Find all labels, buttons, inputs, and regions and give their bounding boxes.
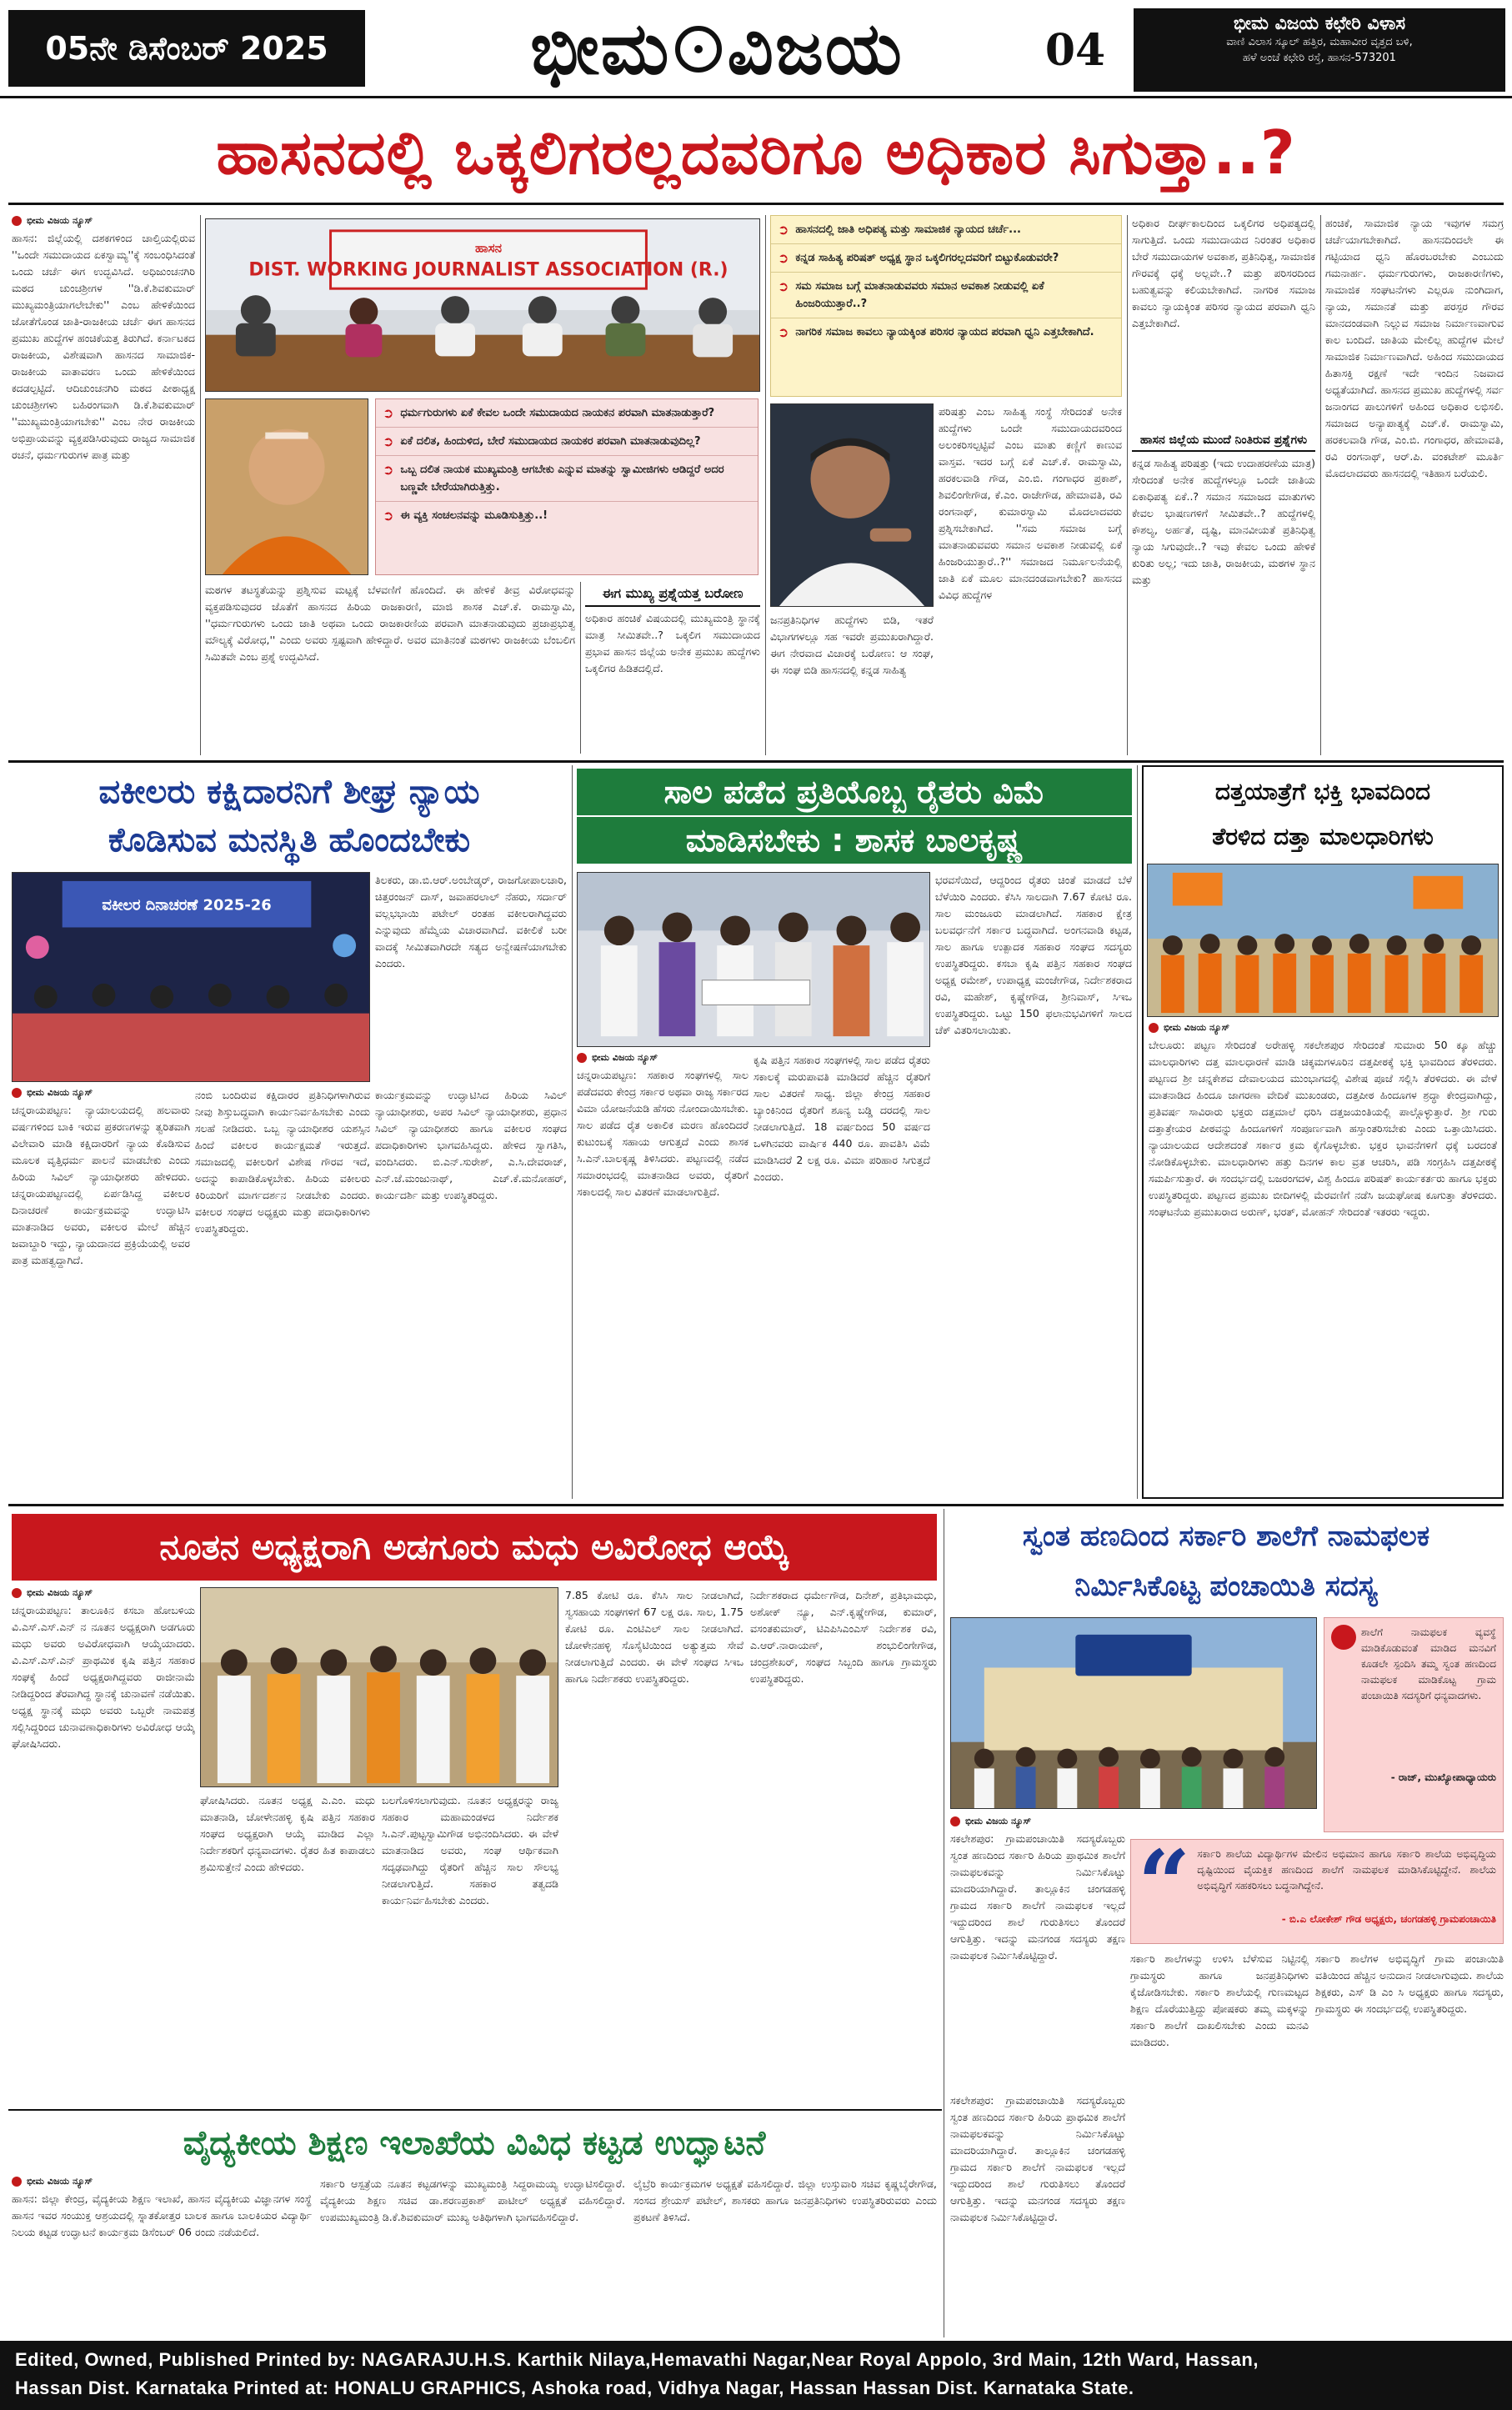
highlight-item: ➲ ಹಾಸನದಲ್ಲಿ ಜಾತಿ ಅಧಿಪತ್ಯ ಮತ್ತು ಸಾಮಾಜಿಕ ನ್ಯಾಯದ ಚರ್ಚೆ...	[771, 216, 1121, 244]
byline: ಭೀಮ ವಿಜಯ ನ್ಯೂಸ್	[577, 1052, 748, 1064]
madhu-headline: ನೂತನ ಅಧ್ಯಕ್ಷರಾಗಿ ಅಡಗೂರು ಮಧು ಅವಿರೋಧ ಆಯ್ಕೆ	[12, 1514, 937, 1581]
main-col-5b-text: ಕನ್ನಡ ಸಾಹಿತ್ಯ ಪರಿಷತ್ತು (ಇದು ಉದಾಹರಣೆಯ ಮಾತ್ರ) ಸೇರಿದಂತೆ ಅನೇಕ ಹುದ್ದೆಗಳಲ್ಲೂ ಒಂದೇ ಜಾತಿಯ ಏಕಾಧಿಪತ್ಯ ಏಕೆ..? ಸಮಾನ ಸಮಾಜದ ಮಾತುಗಳು ಕೇವಲ ಭಾಷಣಗಳಿಗೆ ಸೀಮಿತವೇ..? ಹುದ್ದೆಗಳಲ್ಲಿ ಕೌಶಲ್ಯ, ಅರ್ಹತೆ, ದೃಷ್ಟಿ, ಮಾನವೀಯತೆ ಪ್ರತಿನಿಧಿತ್ವ ನ್ಯಾಯ ಸಿಗುವುದೇ..? ಇವು ಕೇವಲ ಒಂದು ಹೇಳಿಕೆ ಕುರಿತು ಅಲ್ಲ; ಇದು ಜಾತಿ, ರಾಜಕೀಯ, ಮಠಗಳ ಸ್ಥಾನ ಮತ್ತು	[1132, 457, 1315, 586]
highlight-item: ➲ ಕನ್ನಡ ಸಾಹಿತ್ಯ ಪರಿಷತ್ ಅಧ್ಯಕ್ಷ ಸ್ಥಾನ ಒಕ್ಕಲಿಗರಲ್ಲದವರಿಗೆ ಬಿಟ್ಟುಕೊಡುವರೇ?	[771, 244, 1121, 273]
question-item: ➲ ಒಬ್ಬ ದಲಿತ ನಾಯಕ ಮುಖ್ಯಮಂತ್ರಿ ಆಗಬೇಕು ಎನ್ನುವ ಮಾತನ್ನು ಸ್ವಾಮೀಜಿಗಳು ಆಡಿದ್ದರೆ ಅದರ ಬಣ್ಣವೇ ಬೇರೆಯಾಗಿರುತ್ತಿತ್ತು.	[376, 456, 758, 502]
byline: ಭೀಮ ವಿಜಯ ನ್ಯೂಸ್	[12, 1087, 190, 1099]
medical-headline: ವೈದ್ಯಕೀಯ ಶಿಕ್ಷಣ ಇಲಾಖೆಯ ವಿವಿಧ ಕಟ್ಟಡ ಉದ್ಘಾಟನೆ	[183, 2124, 766, 2162]
office-address-box	[1134, 8, 1505, 92]
byline-dot-icon	[950, 1816, 960, 1826]
section-subhead: ಈಗ ಮುಖ್ಯ ಪ್ರಶ್ನೆಯತ್ತ ಬರೋಣ	[585, 582, 760, 607]
brand-left: ಭೀಮ	[530, 6, 671, 91]
loan-col-b-text: ಕೃಷಿ ಪತ್ತಿನ ಸಹಕಾರ ಸಂಘಗಳಲ್ಲಿ ಸಾಲ ಪಡೆದ ರೈತರು ಸಕಾಲಕ್ಕೆ ಮರುಪಾವತಿ ಮಾಡಿದರೆ ಹೆಚ್ಚಿನ ರೈತರಿಗೆ ಸಾಲ ವಿತರಣೆ ಸಾಧ್ಯ. ಜಿಲ್ಲಾ ಕೇಂದ್ರ ಸಹಕಾರ ಬ್ಯಾಂಕಿನಿಂದ ರೈತರಿಗೆ ಶೂನ್ಯ ಬಡ್ಡಿ ದರದಲ್ಲಿ ಸಾಲ ನೀಡಲಾಗುತ್ತಿದೆ. 18 ವರ್ಷದಿಂದ 50 ವರ್ಷದ ಒಳಗಿನವರು ವಾರ್ಷಿಕ 440 ರೂ. ಪಾವತಿಸಿ ವಿಮೆ ಮಾಡಿಸಿದರೆ 2 ಲಕ್ಷ ರೂ. ವಿಮಾ ಪರಿಹಾರ ಸಿಗುತ್ತದೆ ಎಂದರು.	[753, 1054, 930, 1183]
imprint-line-2: Hassan Dist. Karnataka Printed at: HONALU GRAPHICS, Ashoka road, Vidhya Nagar, Hassan Hassan Dist. Karnataka State.	[15, 2377, 1134, 2398]
panchayat-headline-1: ಸ್ವಂತ ಹಣದಿಂದ ಸರ್ಕಾರಿ ಶಾಲೆಗೆ ನಾಮಫಲಕ	[1022, 1520, 1430, 1553]
headmaster-quote-author: - ರಾಜ್, ಮುಖ್ಯೋಪಾಧ್ಯಾಯರು	[1390, 1771, 1496, 1783]
datta-headline-1: ದತ್ತಯಾತ್ರೆಗೆ ಭಕ್ತಿ ಭಾವದಿಂದ	[1214, 778, 1431, 805]
lawyers-col-a-text: ಚನ್ನರಾಯಪಟ್ಟಣ: ನ್ಯಾಯಾಲಯದಲ್ಲಿ ಹಲವಾರು ವರ್ಷಗಳಿಂದ ಬಾಕಿ ಇರುವ ಪ್ರಕರಣಗಳನ್ನು ತ್ವರಿತವಾಗಿ ವಿಲೇವಾರಿ ಮಾಡಿ ಕಕ್ಷಿದಾರರಿಗೆ ನ್ಯಾಯ ಕೊಡಿಸುವ ಮೂಲಕ ವೃತ್ತಿಧರ್ಮ ಪಾಲನೆ ಮಾಡಬೇಕು ಎಂದು ಹಿರಿಯ ಸಿವಿಲ್ ನ್ಯಾಯಾಧೀಶರು ಹೇಳಿದರು. ಚನ್ನರಾಯಪಟ್ಟಣದಲ್ಲಿ ಏರ್ಪಡಿಸಿದ್ದ ವಕೀಲರ ದಿನಾಚರಣೆ ಕಾರ್ಯಕ್ರಮವನ್ನು ಉದ್ಘಾಟಿಸಿ ಮಾತನಾಡಿದ ಅವರು, ವಕೀಲರ ಮೇಲೆ ಹೆಚ್ಚಿನ ಜವಾಬ್ದಾರಿ ಇದ್ದು, ನ್ಯಾಯದಾನದ ಪ್ರಕ್ರಿಯೆಯಲ್ಲಿ ಅವರ ಪಾತ್ರ ಮಹತ್ವದ್ದಾಗಿದೆ.	[12, 1104, 190, 1266]
president-quote-box	[1130, 1830, 1504, 1944]
madhu-col-c-text: ಬಲಗೊಳಿಸಲಾಗುವುದು. ನೂತನ ಅಧ್ಯಕ್ಷರನ್ನು ರಾಜ್ಯ ಸಹಕಾರ ಮಹಾಮಂಡಳದ ನಿರ್ದೇಶಕ ಸಿ.ಎನ್.ಪುಟ್ಟಸ್ವಾಮಿಗೌಡ ಅಭಿನಂದಿಸಿದರು. ಈ ವೇಳೆ ಮಾತನಾಡಿದ ಅವರು, ಸಂಘ ಆರ್ಥಿಕವಾಗಿ ಸದೃಢವಾಗಿದ್ದು ರೈತರಿಗೆ ಹೆಚ್ಚಿನ ಸಾಲ ಸೌಲಭ್ಯ ನೀಡಲಾಗುತ್ತಿದೆ. ಸಹಕಾರ ತತ್ವದಡಿ ಕಾರ್ಯನಿರ್ವಹಿಸಬೇಕು ಎಂದರು.	[382, 1794, 558, 1906]
lawyers-col-a	[12, 1087, 190, 1496]
newspaper-logo	[392, 3, 1042, 95]
svg-text:DIST. WORKING JOURNALIST ASSOC: DIST. WORKING JOURNALIST ASSOCIATION (R.)	[248, 259, 728, 281]
byline-dot-icon	[12, 1088, 22, 1098]
school-nameboard-photo	[950, 1617, 1317, 1809]
main-col-6-text: ಹಂಚಿಕೆ, ಸಾಮಾಜಿಕ ನ್ಯಾಯ ಇವುಗಳ ಸಮಗ್ರ ಚರ್ಚೆಯಾಗಬೇಕಾಗಿದೆ. ಹಾಸನದಿಂದಲೇ ಈ ಗಟ್ಟಿಯಾದ ಧ್ವನಿ ಹೊರಬರಬೇಕು ಎಂಬುದು ಗಮನಾರ್ಹ. ಧರ್ಮಗುರುಗಳು, ರಾಜಕಾರಣಿಗಳು, ಸಾಮಾಜಿಕ ಸಂಘಟನೆಗಳು ಎಲ್ಲರೂ ನುಂಗಿದಾಗ, ನ್ಯಾಯ, ಸಮಾನತೆ ಮತ್ತು ಪರಸ್ಪರ ಗೌರವ ಮಾನದಂಡವಾಗಿ ನಿಲ್ಲುವ ಸಮಾಜ ನಿರ್ಮಾಣವಾಗುವ ಕಾಲ ಬಂದಿದೆ. ಜಾತಿಯ ಮೇಲಿಲ್ಲ ಹುದ್ದೆಗಳ ಮೇಲೆ ಸಾಮಾಜಿಕ ನಿರ್ಮಾಣವಾಗಿದೆ. ಅಹಿಂದ ಸಮುದಾಯದ ಹಿತಾಸಕ್ತಿ ರಕ್ಷಣೆ ಇದೇ ಇಂದಿನ ನಿಜವಾದ ಅಧ್ಯತೆಯಾಗಿದೆ. ಹಾಸನದ ಪ್ರಮುಖ ಹುದ್ದೆಗಳಲ್ಲಿ ಸರ್ವ ಜನಾಂಗದ ಪಾಲುಗಳಿಗೆ ಅಹಿಂದ ಅಧಿಕಾರ ಲಭಿಸಲಿ. ಸಮಾಜದ ಅನ್ಯಾಪಾತ್ಯಕ್ಕೆ ಎಚ್.ಕೆ. ರಾಮಸ್ವಾಮಿ, ಹರಕಲವಾಡಿ ಗೌಡ, ಎಂ.ಬಿ. ಗಂಗಾಧರ, ಹೇಮಾವತಿ, ರವಿ ರಂಗನಾಥ್, ಆರ್.ಪಿ. ವಂಕಟೇಶ್ ಮೂರ್ತಿ ಮೊದಲಾದವರು ಹಾಸನದಲ್ಲಿ ಇತಿಹಾಸ ಬರೆಯಲಿ.	[1325, 217, 1504, 479]
main-col-5	[1132, 215, 1315, 755]
imprint-line-1: Edited, Owned, Published Printed by: NAGARAJU.H.S. Karthik Nilaya,Hemavathi Nagar,Near Royal Appolo, 3rd Main, 12th Ward, Hassan,	[15, 2349, 1259, 2370]
main-col-2-text: ಮಠಗಳ ತಟಸ್ಥತೆಯನ್ನು ಪ್ರಶ್ನಿಸುವ ಮಟ್ಟಕ್ಕೆ ಬೆಳವಣಿಗೆ ಹೊಂದಿದೆ. ಈ ಹೇಳಿಕೆ ತೀವ್ರ ವಿರೋಧವನ್ನು ವ್ಯಕ್ತಪಡಿಸುವುದರ ಜೊತೆಗೆ ಹಾಸನದ ಹಿರಿಯ ರಾಜಕಾರಣಿ, ಮಾಜಿ ಶಾಸಕ ಎಚ್.ಕೆ. ರಾಮಸ್ವಾಮಿ, ''ಧರ್ಮಗುರುಗಳು ಒಂದು ಜಾತಿ ಅಥವಾ ಒಂದು ರಾಜಕಾರಣಿಯ ಪರವಾಗಿ ಮಾತನಾಡುವುದು ಪ್ರಜಾಪ್ರಭುತ್ವ ಮೌಲ್ಯಕ್ಕೆ ವಿರೋಧ,'' ಎಂದು ಅವರು ಸ್ಪಷ್ಟವಾಗಿ ಹೇಳಿದ್ದಾರೆ. ಅವರ ಮಾತಿನಂತೆ ಮಠಗಳು ರಾಜಕೀಯ ಬೆಂಬಲಿಗ ಸಿಮಿತವೇ ಎಂಬ ಪ್ರಶ್ನೆ ಉದ್ಭವಿಸಿದೆ.	[205, 584, 575, 663]
medical-col-a	[12, 2176, 312, 2334]
main-col-3	[585, 582, 760, 754]
page-number: 04	[1044, 24, 1106, 76]
panchayat-col-c-text: ಸರ್ಕಾರಿ ಶಾಲೆಗಳ ಅಭಿವೃದ್ಧಿಗೆ ಗ್ರಾಮ ಪಂಚಾಯಿತಿ ವತಿಯಿಂದ ಹೆಚ್ಚಿನ ಅನುದಾನ ನೀಡಲಾಗುವುದು. ಶಾಲೆಯ ಶಿಕ್ಷಕರು, ಎಸ್ ಡಿ ಎಂ ಸಿ ಅಧ್ಯಕ್ಷರು ಹಾಗೂ ಸದಸ್ಯರು, ಗ್ರಾಮಸ್ಥರು ಈ ಸಂದರ್ಭದಲ್ಲಿ ಉಪಸ್ಥಿತರಿದ್ದರು.	[1315, 1952, 1504, 2015]
quote-circle-icon	[1331, 1625, 1356, 1650]
main-headline: ಹಾಸನದಲ್ಲಿ ಒಕ್ಕಲಿಗರಲ್ಲದವರಿಗೂ ಅಧಿಕಾರ ಸಿಗುತ್ತಾ..?	[8, 103, 1504, 205]
section-subhead: ಹಾಸನ ಜಿಲ್ಲೆಯ ಮುಂದೆ ನಿಂತಿರುವ ಪ್ರಶ್ನೆಗಳು	[1132, 430, 1315, 452]
byline: ಭೀಮ ವಿಜಯ ನ್ಯೂಸ್	[950, 1816, 1125, 1827]
main-col-1	[12, 215, 195, 755]
bullet-icon: ➲	[383, 433, 394, 449]
panchayat-col-a	[950, 1816, 1125, 2087]
byline-dot-icon	[577, 1053, 587, 1063]
question-box	[375, 398, 759, 575]
madhu-col-a	[12, 1587, 195, 2104]
loan-col-a-text: ಚನ್ನರಾಯಪಟ್ಟಣ: ಸಹಕಾರ ಸಂಘಗಳಲ್ಲಿ ಸಾಲ ಪಡೆದವರು ಕೇಂದ್ರ ಸರ್ಕಾರ ಅಥವಾ ರಾಜ್ಯ ಸರ್ಕಾರದ ವಿಮಾ ಯೋಜನೆಯಡಿ ಹೆಸರು ನೋಂದಾಯಿಸಬೇಕು. ಸಾಲ ಪಡೆದ ರೈತ ಅಕಾಲಿಕ ಮರಣ ಹೊಂದಿದರೆ ಕುಟುಂಬಕ್ಕೆ ಸಹಾಯ ಆಗುತ್ತದೆ ಎಂದು ಶಾಸಕ ಸಿ.ಎನ್.ಬಾಲಕೃಷ್ಣ ತಿಳಿಸಿದರು. ಪಟ್ಟಣದಲ್ಲಿ ನಡೆದ ಸಮಾರಂಭದಲ್ಲಿ ಮಾತನಾಡಿದ ಅವರು, ರೈತರಿಗೆ ಸಕಾಲದಲ್ಲಿ ಸಾಲ ವಿತರಣೆ ಮಾಡಲಾಗುತ್ತಿದೆ.	[577, 1069, 748, 1198]
swamiji-photo	[205, 398, 368, 575]
datta-headline-2: ತೆರಳಿದ ದತ್ತಾ ಮಾಲಧಾರಿಗಳು	[1212, 823, 1434, 850]
madhu-col-a-text: ಚನ್ನರಾಯಪಟ್ಟಣ: ತಾಲೂಕಿನ ಕಸಬಾ ಹೋಬಳಿಯ ವಿ.ಎಸ್.ಎಸ್.ಎನ್ ನ ನೂತನ ಅಧ್ಯಕ್ಷರಾಗಿ ಅಡಗೂರು ಮಧು ಅವರು ಅವಿರೋಧವಾಗಿ ಆಯ್ಕೆಯಾದರು. ವಿ.ಎಸ್.ಎಸ್.ಎನ್ ಪ್ರಾಥಮಿಕ ಕೃಷಿ ಪತ್ತಿನ ಸಹಕಾರ ಸಂಘಕ್ಕೆ ಹಿಂದೆ ಅಧ್ಯಕ್ಷರಾಗಿದ್ದವರು ರಾಜೀನಾಮೆ ನೀಡಿದ್ದರಿಂದ ತೆರವಾಗಿದ್ದ ಸ್ಥಾನಕ್ಕೆ ಚುನಾವಣೆ ನಡೆಯಿತು. ಅಧ್ಯಕ್ಷ ಸ್ಥಾನಕ್ಕೆ ಮಧು ಅವರು ಒಬ್ಬರೇ ನಾಮಪತ್ರ ಸಲ್ಲಿಸಿದ್ದರಿಂದ ಚುನಾವಣಾಧಿಕಾರಿಗಳು ಅವಿರೋಧ ಆಯ್ಕೆ ಘೋಷಿಸಿದರು.	[12, 1604, 195, 1750]
highlight-item: ➲ ಸಮ ಸಮಾಜ ಬಗ್ಗೆ ಮಾತನಾಡುವವರು ಸಮಾನ ಅವಕಾಶ ನೀಡುವಲ್ಲಿ ಏಕೆ ಹಿಂಜರಿಯುತ್ತಾರೆ..?	[771, 273, 1121, 318]
imprint-footer	[0, 2341, 1512, 2410]
bullet-icon: ➲	[778, 278, 789, 294]
president-quote-text: ಸರ್ಕಾರಿ ಶಾಲೆಯ ವಿದ್ಯಾರ್ಥಿಗಳ ಮೇಲಿನ ಅಭಿಮಾನ ಹಾಗೂ ಸರ್ಕಾರಿ ಶಾಲೆಯ ಅಭಿವೃದ್ಧಿಯ ದೃಷ್ಟಿಯಿಂದ ವೈಯಕ್ತಿಕ ಹಣದಿಂದ ಶಾಲೆಗೆ ನಾಮಫಲಕ ಮಾಡಿಸಿಕೊಟ್ಟಿದ್ದೇನೆ. ಶಾಲೆಯ ಅಭಿವೃದ್ಧಿಗೆ ಸಹಕರಿಸಲು ಬದ್ಧನಾಗಿದ್ದೇನೆ.	[1197, 1848, 1496, 1891]
bullet-icon: ➲	[778, 250, 789, 266]
bullet-icon: ➲	[778, 222, 789, 238]
byline-dot-icon	[12, 216, 22, 226]
datta-devotees-photo	[1147, 864, 1499, 1017]
brand-right: ವಿಜಯ	[727, 6, 904, 91]
svg-text:ಹಾಸನ: ಹಾಸನ	[475, 240, 502, 256]
question-item: ➲ ಧರ್ಮಗುರುಗಳು ಏಕೆ ಕೇವಲ ಒಂದೇ ಸಮುದಾಯದ ನಾಯಕನ ಪರವಾಗಿ ಮಾತನಾಡುತ್ತಾರೆ?	[376, 399, 758, 428]
highlights-box	[770, 215, 1122, 397]
datta-body	[1149, 1022, 1497, 1494]
loan-col-c-text: ಭರವಸೆಯಿದೆ, ಆದ್ದರಿಂದ ರೈತರು ಚಿಂತೆ ಮಾಡದೆ ಬೆಳೆ ಬೆಳೆಯಿರಿ ಎಂದರು. ಕೆಸಿಸಿ ಸಾಲದಾಗಿ 7.67 ಕೋಟಿ ರೂ. ಸಾಲ ಮಂಜೂರು ಮಾಡಲಾಗಿದೆ. ಸಹಕಾರ ಕ್ಷೇತ್ರ ಬಲವರ್ಧನೆಗೆ ಸರ್ಕಾರ ಬದ್ಧವಾಗಿದೆ. ಅಂಗನವಾಡಿ ಕಟ್ಟಡ, ಸಾಲ ಹಾಗೂ ಉತ್ಪಾದಕ ಸಹಕಾರ ಸಂಘದ ಸದಸ್ಯರು ಉಪಸ್ಥಿತರಿದ್ದರು. ಕಸಬಾ ಕೃಷಿ ಪತ್ತಿನ ಸಹಕಾರ ಸಂಘದ ಅಧ್ಯಕ್ಷ ರಮೇಶ್, ಉಪಾಧ್ಯಕ್ಷ ಮಂಜೇಗೌಡ, ನಿರ್ದೇಶಕರಾದ ರವಿ, ಮಹೇಶ್, ಕೃಷ್ಣೇಗೌಡ, ಶ್ರೀನಿವಾಸ್, ಸಿಇಒ ಉಪಸ್ಥಿತರಿದ್ದರು. ಒಟ್ಟು 150 ಫಲಾನುಭವಿಗಳಿಗೆ ಸಾಲದ ಚೆಕ್ ವಿತರಿಸಲಾಯಿತು.	[935, 874, 1132, 1036]
question-item: ➲ ಈ ವ್ಯಕ್ತಿ ಸಂಚಲನವನ್ನು ಮೂಡಿಸುತ್ತಿತ್ತು..!	[383, 508, 548, 524]
lawyers-col-d-text: ಕಾರ್ಯಕ್ರಮವನ್ನು ಉದ್ಘಾಟಿಸಿದ ಹಿರಿಯ ಸಿವಿಲ್ ನ್ಯಾಯಾಧೀಶರು, ಅಪರ ಸಿವಿಲ್ ನ್ಯಾಯಾಧೀಶರು, ಪ್ರಧಾನ ಸಿವಿಲ್ ನ್ಯಾಯಾಧೀಶರು ಹಾಗೂ ವಕೀಲರ ಸಂಘದ ಪದಾಧಿಕಾರಿಗಳು ಭಾಗವಹಿಸಿದ್ದರು. ಹೇಳಿದ ಸ್ವಾಗತಿಸಿ, ವಂದಿಸಿದರು. ಬಿ.ಎನ್.ಸುರೇಶ್, ಎ.ಸಿ.ದೇವರಾಜ್, ಎನ್.ಜೆ.ಮಂಜುನಾಥ್, ಎಚ್.ಕೆ.ಮನೋಹರ್, ಕಾರ್ಯದರ್ಶಿ ಮತ್ತು ಉಪಸ್ಥಿತರಿದ್ದರು.	[375, 1089, 567, 1201]
lawyers-event-photo	[12, 872, 370, 1082]
byline: ಭೀಮ ವಿಜಯ ನ್ಯೂಸ್	[12, 1587, 195, 1599]
chakra-icon	[675, 26, 722, 73]
byline-dot-icon	[1149, 1023, 1159, 1033]
medical-col-b-text: ಸರ್ಕಾರಿ ಆಸ್ಪತ್ರೆಯ ನೂತನ ಕಟ್ಟಡಗಳನ್ನು ಮುಖ್ಯಮಂತ್ರಿ ಸಿದ್ದರಾಮಯ್ಯ ಉದ್ಘಾಟಿಸಲಿದ್ದಾರೆ. ವೈದ್ಯಕೀಯ ಶಿಕ್ಷಣ ಸಚಿವ ಡಾ.ಶರಣಪ್ರಕಾಶ್ ಪಾಟೀಲ್ ಅಧ್ಯಕ್ಷತೆ ವಹಿಸಲಿದ್ದಾರೆ. ಉಪಮುಖ್ಯಮಂತ್ರಿ ಡಿ.ಕೆ.ಶಿವಕುಮಾರ್ ಮುಖ್ಯ ಅತಿಥಿಗಳಾಗಿ ಭಾಗವಹಿಸಲಿದ್ದಾರೆ.	[320, 2177, 625, 2223]
loan-col-a	[577, 1052, 748, 1497]
byline: ಭೀಮ ವಿಜಯ ನ್ಯೂಸ್	[12, 215, 195, 227]
lawyers-col-c-text: ತಿಲಕರು, ಡಾ.ಬಿ.ಆರ್.ಅಂಬೇಡ್ಕರ್, ರಾಜಗೋಪಾಲಚಾರಿ, ಚಿತ್ತರಂಜನ್ ದಾಸ್, ಜವಾಹರಲಾಲ್ ನೆಹರು, ಸರ್ದಾರ್ ವಲ್ಲಭಭಾಯಿ ಪಟೇಲ್ ರಂತಹ ವಕೀಲರಾಗಿದ್ದವರು ಎನ್ನುವುದು ಹೆಮ್ಮೆಯ ವಿಚಾರವಾಗಿದೆ. ವಕೀಲಿಕೆ ಬರೀ ವಾದಕ್ಕೆ ಸೀಮಿತವಾಗಿರದೇ ಸತ್ಯದ ಅನ್ವೇಷಣೆಯಾಗಬೇಕು ಎಂದರು.	[375, 874, 567, 970]
bullet-icon: ➲	[778, 324, 789, 340]
headmaster-quote-box	[1324, 1617, 1504, 1832]
main-col-4b-text: ಜನಪ್ರತಿನಿಧಿಗಳ ಹುದ್ದೆಗಳು ಬಿಡಿ, ಇತರೆ ವಿಭಾಗಗಳಲ್ಲೂ ಸಹ ಇವರೇ ಪ್ರಮುಖರಾಗಿದ್ದಾರೆ. ಈಗ ನೇರವಾದ ವಿಚಾರಕ್ಕೆ ಬರೋಣ: ಆ ಸಂಘ, ಈ ಸಂಘ ಬಿಡಿ ಹಾಸನದಲ್ಲಿ ಕನ್ನಡ ಸಾಹಿತ್ಯ	[770, 614, 934, 676]
office-address-line-1: ವಾಣಿ ವಿಲಾಸ ಸ್ಕೂಲ್ ಹತ್ತಿರ, ಮಹಾವೀರ ವೃತ್ತದ ಬಳಿ,	[1226, 36, 1413, 48]
main-col-5-text: ಅಧಿಕಾರ ದೀರ್ಘಕಾಲದಿಂದ ಒಕ್ಕಲಿಗರ ಅಧಿಪತ್ಯದಲ್ಲಿ ಸಾಗುತ್ತಿದೆ. ಒಂದು ಸಮುದಾಯದ ನಿರಂತರ ಅಧಿಕಾರ ಬೇರೆ ಸಮುದಾಯಗಳ ಅವಕಾಶ, ಪ್ರತಿನಿಧಿತ್ವ, ಸಾಮಾಜಿಕ ಗೌರವಕ್ಕೆ ಧಕ್ಕೆ ಅಲ್ಲವೇ..? ಮತ್ತು ಪರಿಸರದಿಂದ ಬಹುತ್ವವನ್ನು ಕಲಿಯಬೇಕಾಗಿದೆ. ನಾಗರಿಕ ಸಮಾಜ ಕಾವಲು ನ್ಯಾಯಕ್ಕಿಂತ ಪರಿಸರ ನ್ಯಾಯದ ಪರವಾಗಿ ಧ್ವನಿ ಎತ್ತಬೇಕಾಗಿದೆ.	[1132, 217, 1315, 329]
bullet-icon: ➲	[383, 462, 394, 478]
loan-headline-2: ಮಾಡಿಸಬೇಕು : ಶಾಸಕ ಬಾಲಕೃಷ್ಣ	[577, 817, 1132, 864]
medical-col-a-text: ಹಾಸನ: ಜಿಲ್ಲಾ ಕೇಂದ್ರ, ವೈದ್ಯಕೀಯ ಶಿಕ್ಷಣ ಇಲಾಖೆ, ಹಾಸನ ವೈದ್ಯಕೀಯ ವಿಜ್ಞಾನಗಳ ಸಂಸ್ಥೆ ಹಾಸನ ಇವರ ಸಂಯುಕ್ತ ಆಶ್ರಯದಲ್ಲಿ ಸ್ನಾತಕೋತ್ತರ ಬಾಲಕ ಹಾಗೂ ಬಾಲಕಿಯರ ವಿದ್ಯಾರ್ಥಿ ನಿಲಯ ಕಟ್ಟಡ ಉದ್ಘಾಟನೆ ಕಾರ್ಯಕ್ರಮ ಡಿಸೆಂಬರ್ 06 ರಂದು ನಡೆಯಲಿದೆ.	[12, 2192, 312, 2238]
leader-photo	[770, 403, 934, 607]
medical-col-c-text: ಲೈಬ್ರೆರಿ ಕಾರ್ಯಕ್ರಮಗಳ ಅಧ್ಯಕ್ಷತೆ ವಹಿಸಲಿದ್ದಾರೆ. ಜಿಲ್ಲಾ ಉಸ್ತುವಾರಿ ಸಚಿವ ಕೃಷ್ಣಬೈರೇಗೌಡ, ಸಂಸದ ಶ್ರೇಯಸ್ ಪಟೇಲ್, ಶಾಸಕರು ಹಾಗೂ ಜನಪ್ರತಿನಿಧಿಗಳು ಉಪಸ್ಥಿತರಿರುವರು ಎಂದು ಪ್ರಕಟಣೆ ತಿಳಿಸಿದೆ.	[633, 2177, 937, 2223]
main-col-3-text: ಅಧಿಕಾರ ಹಂಚಿಕೆ ವಿಷಯದಲ್ಲಿ ಮುಖ್ಯಮಂತ್ರಿ ಸ್ಥಾನಕ್ಕೆ ಮಾತ್ರ ಸೀಮಿತವೇ..? ಒಕ್ಕಲಿಗ ಸಮುದಾಯದ ಪ್ರಭಾವ ಹಾಸನ ಜಿಲ್ಲೆಯ ಅನೇಕ ಪ್ರಮುಖ ಹುದ್ದೆಗಳು ಒಕ್ಕಲಿಗರ ಹಿಡಿತದಲ್ಲಿದೆ.	[585, 612, 760, 674]
question-item: ➲ ಏಕೆ ದಲಿತ, ಹಿಂದುಳಿದ, ಬೇರೆ ಸಮುದಾಯದ ನಾಯಕರ ಪರವಾಗಿ ಮಾತನಾಡುವುದಿಲ್ಲ?	[376, 428, 758, 456]
office-title: ಭೀಮ ವಿಜಯ ಕಛೇರಿ ವಿಳಾಸ	[1233, 13, 1406, 34]
lawyers-headline-1: ವಕೀಲರು ಕಕ್ಷಿದಾರನಿಗೆ ಶೀಘ್ರ ನ್ಯಾಯ	[98, 773, 480, 811]
lawyers-col-b-text: ನಂಬಿ ಬಂದಿರುವ ಕಕ್ಷಿದಾರರ ಪ್ರತಿನಿಧಿಗಳಾಗಿರುವ ನೀವು ಶಿಸ್ತುಬದ್ಧವಾಗಿ ಕಾರ್ಯನಿರ್ವಹಿಸಬೇಕು ಎಂದು ಸಲಹೆ ನೀಡಿದರು. ಒಬ್ಬ ನ್ಯಾಯಾಧೀಶರ ಯಶಸ್ಸಿನ ಹಿಂದೆ ವಕೀಲರ ಕಾರ್ಯಕ್ಷಮತೆ ಇರುತ್ತದೆ. ಸಮಾಜದಲ್ಲಿ ವಕೀಲರಿಗೆ ವಿಶೇಷ ಗೌರವ ಇದೆ, ಅದನ್ನು ಕಾಪಾಡಿಕೊಳ್ಳಬೇಕು. ಹಿರಿಯ ವಕೀಲರು ಕಿರಿಯರಿಗೆ ಮಾರ್ಗದರ್ಶನ ನೀಡಬೇಕು ಎಂದರು. ವಕೀಲರ ಸಂಘದ ಅಧ್ಯಕ್ಷರು ಮತ್ತು ಪದಾಧಿಕಾರಿಗಳು ಉಪಸ್ಥಿತರಿದ್ದರು.	[195, 1089, 370, 1235]
bullet-icon: ➲	[383, 405, 394, 421]
headmaster-quote-text: ಶಾಲೆಗೆ ನಾಮಫಲಕ ವ್ಯವಸ್ಥೆ ಮಾಡಿಕೊಡುವಂತೆ ಮಾಡಿದ ಮನವಿಗೆ ಕೂಡಲೇ ಸ್ಪಂದಿಸಿ ತಮ್ಮ ಸ್ವಂತ ಹಣದಿಂದ ನಾಮಫಲಕ ಮಾಡಿಕೊಟ್ಟ ಗ್ರಾಮ ಪಂಚಾಯಿತಿ ಸದಸ್ಯರಿಗೆ ಧನ್ಯವಾದಗಳು.	[1361, 1626, 1496, 1701]
loan-cheque-photo	[577, 872, 930, 1047]
byline: ಭೀಮ ವಿಜಯ ನ್ಯೂಸ್	[12, 2176, 312, 2187]
madhu-felicitation-photo	[200, 1587, 558, 1787]
issue-date: 05ನೇ ಡಿಸೆಂಬರ್ 2025	[8, 10, 365, 87]
madhu-col-e-text: ನಿರ್ದೇಶಕರಾದ ಧರ್ಮೇಗೌಡ, ದಿನೇಶ್, ಪ್ರತಿಭಾಮಧು, ಅಶೋಕ್ ನ್ಯೂ, ಎನ್.ಕೃಷ್ಣೇಗೌಡ, ಕುಮಾರ್, ವಸಂತಕುಮಾರ್, ಟಿಎಪಿಸಿಎಂಎಸ್ ನಿರ್ದೇಶಕ ರವಿ, ಎ.ಆರ್.ನಾರಾಯಣ್, ಶಂಭುಲಿಂಗೇಗೌಡ, ಚಂದ್ರಶೇಖರ್, ಸಂಘದ ಸಿಬ್ಬಂದಿ ಹಾಗೂ ಗ್ರಾಮಸ್ಥರು ಉಪಸ್ಥಿತರಿದ್ದರು.	[750, 1589, 937, 1685]
byline-dot-icon	[12, 1588, 22, 1598]
highlight-item: ➲ ನಾಗರಿಕ ಸಮಾಜ ಕಾವಲು ನ್ಯಾಯಕ್ಕಿಂತ ಪರಿಸರ ನ್ಯಾಯದ ಪರವಾಗಿ ಧ್ವನಿ ಎತ್ತಬೇಕಾಗಿದೆ.	[778, 324, 1094, 340]
bullet-icon: ➲	[383, 508, 394, 524]
datta-body-text: ಬೇಲೂರು: ಪಟ್ಟಣ ಸೇರಿದಂತೆ ಅರೇಹಳ್ಳಿ ಸಕಲೇಶಪುರ ಸೇರಿದಂತೆ ಸುಮಾರು 50 ಕ್ಕೂ ಹೆಚ್ಚು ಮಾಲಧಾರಿಗಳು ದತ್ತ ಮಾಲಧಾರಣೆ ಮಾಡಿ ಚಿಕ್ಕಮಗಳೂರಿನ ದತ್ತಪೀಠಕ್ಕೆ ಭಕ್ತಿ ಭಾವದಿಂದ ತೆರಳಿದರು. ಪಟ್ಟಣದ ಶ್ರೀ ಚನ್ನಕೇಶವ ದೇವಾಲಯದ ಮುಂಭಾಗದಲ್ಲಿ ವಿಶೇಷ ಪೂಜೆ ಸಲ್ಲಿಸಿ ತೆರಳಿದರು. ಈ ವೇಳೆ ಮಾತನಾಡಿದ ಹಿಂದೂ ಜಾಗರಣಾ ವೇದಿಕೆ ಮುಖಂಡರು, ದತ್ತಪೀಠ ಹಿಂದೂಗಳ ಶ್ರದ್ಧಾ ಕೇಂದ್ರವಾಗಿದ್ದು, ಪ್ರತಿವರ್ಷ ಸಾವಿರಾರು ಭಕ್ತರು ದತ್ತಮಾಲೆ ಧರಿಸಿ ದತ್ತಜಯಂತಿಯಲ್ಲಿ ಪಾಲ್ಗೊಳ್ಳುತ್ತಾರೆ. ಶ್ರೀ ಗುರು ದತ್ತಾತ್ರೇಯರ ಪೀಠವನ್ನು ಹಿಂದೂಗಳಿಗೆ ಸಂಪೂರ್ಣವಾಗಿ ಹಸ್ತಾಂತರಿಸಬೇಕು ಎಂದು ಒತ್ತಾಯಿಸಿದರು. ನ್ಯಾಯಾಲಯದ ಆದೇಶದಂತೆ ಸರ್ಕಾರ ಕ್ರಮ ಕೈಗೊಳ್ಳಬೇಕು. ಭಕ್ತರ ಭಾವನೆಗಳಿಗೆ ಧಕ್ಕೆ ಬರದಂತೆ ನೋಡಿಕೊಳ್ಳಬೇಕು. ಮಾಲಧಾರಿಗಳು ಹತ್ತು ದಿನಗಳ ಕಾಲ ವ್ರತ ಆಚರಿಸಿ, ಪಡಿ ಸಂಗ್ರಹಿಸಿ ದತ್ತಪೀಠಕ್ಕೆ ಸಮರ್ಪಿಸುತ್ತಾರೆ. ಈ ಸಂದರ್ಭದಲ್ಲಿ ಬಜರಂಗದಳ, ವಿಶ್ವ ಹಿಂದೂ ಪರಿಷತ್ ಕಾರ್ಯಕರ್ತರು ಹಾಗೂ ಭಕ್ತರು ಉಪಸ್ಥಿತರಿದ್ದರು. ಪಟ್ಟಣದ ಪ್ರಮುಖ ಬೀದಿಗಳಲ್ಲಿ ಮೆರವಣಿಗೆ ನಡೆಸಿ ಜಯಘೋಷ ಕೂಗುತ್ತಾ ತೆರಳಿದರು. ಸಂಘಟನೆಯ ಪ್ರಮುಖರಾದ ಅರುಣ್, ಭರತ್, ಮೋಹನ್ ಸೇರಿದಂತೆ ಇತರರು ಇದ್ದರು.	[1149, 1039, 1497, 1218]
quote-mark-icon: “	[1138, 1830, 1191, 1937]
panchayat-col-b-text: ಸರ್ಕಾರಿ ಶಾಲೆಗಳನ್ನು ಉಳಿಸಿ ಬೆಳೆಸುವ ನಿಟ್ಟಿನಲ್ಲಿ ಗ್ರಾಮಸ್ಥರು ಹಾಗೂ ಜನಪ್ರತಿನಿಧಿಗಳು ಕೈಜೋಡಿಸಬೇಕು. ಸರ್ಕಾರಿ ಶಾಲೆಯಲ್ಲಿ ಗುಣಮಟ್ಟದ ಶಿಕ್ಷಣ ದೊರೆಯುತ್ತಿದ್ದು ಪೋಷಕರು ತಮ್ಮ ಮಕ್ಕಳನ್ನು ಸರ್ಕಾರಿ ಶಾಲೆಗೆ ದಾಖಲಿಸಬೇಕು ಎಂದು ಮನವಿ ಮಾಡಿದರು.	[1130, 1952, 1309, 2048]
madhu-col-b-text: ಘೋಷಿಸಿದರು. ನೂತನ ಅಧ್ಯಕ್ಷ ಎ.ಎಂ. ಮಧು ಮಾತನಾಡಿ, ಚೋಳೇನಹಳ್ಳಿ ಕೃಷಿ ಪತ್ತಿನ ಸಹಕಾರ ಸಂಘದ ಅಧ್ಯಕ್ಷರಾಗಿ ಆಯ್ಕೆ ಮಾಡಿದ ಎಲ್ಲಾ ನಿರ್ದೇಶಕರಿಗೆ ಧನ್ಯವಾದಗಳು. ರೈತರ ಹಿತ ಕಾಪಾಡಲು ಶ್ರಮಿಸುತ್ತೇನೆ ಎಂದು ಹೇಳಿದರು.	[200, 1794, 375, 1873]
panchayat-col-a2-text: ಸಕಲೇಶಪುರ: ಗ್ರಾಮಪಂಚಾಯಿತಿ ಸದಸ್ಯರೊಬ್ಬರು ಸ್ವಂತ ಹಣದಿಂದ ಸರ್ಕಾರಿ ಹಿರಿಯ ಪ್ರಾಥಮಿಕ ಶಾಲೆಗೆ ನಾಮಫಲಕವನ್ನು ನಿರ್ಮಿಸಿಕೊಟ್ಟು ಮಾದರಿಯಾಗಿದ್ದಾರೆ. ತಾಲ್ಲೂಕಿನ ಚಂಗಡಹಳ್ಳಿ ಗ್ರಾಮದ ಸರ್ಕಾರಿ ಶಾಲೆಗೆ ನಾಮಫಲಕ ಇಲ್ಲದೆ ಇದ್ದುದರಿಂದ ಶಾಲೆ ಗುರುತಿಸಲು ತೊಂದರೆ ಆಗುತ್ತಿತ್ತು. ಇದನ್ನು ಮನಗಂಡ ಸದಸ್ಯರು ತಕ್ಷಣ ನಾಮಫಲಕ ನಿರ್ಮಿಸಿಕೊಟ್ಟಿದ್ದಾರೆ.	[950, 2094, 1125, 2223]
panchayat-headline-2: ನಿರ್ಮಿಸಿಕೊಟ್ಟ ಪಂಚಾಯಿತಿ ಸದಸ್ಯ	[1074, 1570, 1378, 1603]
madhu-col-d-text: 7.85 ಕೋಟಿ ರೂ. ಕೆಸಿಸಿ ಸಾಲ ನೀಡಲಾಗಿದೆ, ಸ್ವಸಹಾಯ ಸಂಘಗಳಿಗೆ 67 ಲಕ್ಷ ರೂ. ಸಾಲ, 1.75 ಕೋಟಿ ರೂ. ಎಂಟಿಎಲ್ ಸಾಲ ನೀಡಲಾಗಿದೆ. ಚೋಳೇನಹಳ್ಳಿ ಸೊಸೈಟಿಯಿಂದ ಅತ್ಯುತ್ತಮ ಸೇವೆ ನೀಡಲಾಗುತ್ತಿದೆ ಎಂದರು. ಈ ವೇಳೆ ಸಂಘದ ಸಿಇಒ ಹಾಗೂ ನಿರ್ದೇಶಕರು ಉಪಸ್ಥಿತರಿದ್ದರು.	[565, 1589, 743, 1685]
photo-caption-text: ವಕೀಲರ ದಿನಾಚರಣೆ 2025-26	[102, 896, 272, 914]
byline: ಭೀಮ ವಿಜಯ ನ್ಯೂಸ್	[1149, 1022, 1497, 1034]
press-meet-photo	[205, 218, 760, 392]
loan-headline-1: ಸಾಲ ಪಡೆದ ಪ್ರತಿಯೊಬ್ಬ ರೈತರು ವಿಮೆ	[577, 769, 1132, 815]
lawyers-headline-2: ಕೊಡಿಸುವ ಮನಸ್ಥಿತಿ ಹೊಂದಬೇಕು	[108, 821, 471, 859]
main-col-4-text: ಪರಿಷತ್ತು ಎಂಬ ಸಾಹಿತ್ಯ ಸಂಸ್ಥೆ ಸೇರಿದಂತೆ ಅನೇಕ ಹುದ್ದೆಗಳು ಒಂದೇ ಸಮುದಾಯದವರಿಂದ ಅಲಂಕರಿಸಲ್ಪಟ್ಟಿವೆ ಎಂಬ ಮಾತು ಕಣ್ಣಿಗೆ ಕಾಣುವ ವಾಸ್ತವ. ಇದರ ಬಗ್ಗೆ ಏಕೆ ಎಚ್.ಕೆ. ರಾಮಸ್ವಾಮಿ, ಹರಕಲವಾಡಿ ಗೌಡ, ಎಂ.ಬಿ. ಗಂಗಾಧರ ಪ್ರಕಾಶ್, ಶಿವಲಿಂಗೇಗೌಡ, ಕೆ.ಎಂ. ರಾಜೇಗೌಡ, ಹೇಮಾವತಿ, ರವಿ ರಂಗನಾಥ್, ಕುಮಾರಸ್ವಾಮಿ ಮೊದಲಾದವರು ಪ್ರಶ್ನಿಸಬೇಕಾಗಿದೆ. ''ಸಮ ಸಮಾಜ ಬಗ್ಗೆ ಮಾತನಾಡುವವರು ಸಮಾನ ಅವಕಾಶ ನೀಡುವಲ್ಲಿ ಏಕೆ ಹಿಂಜರಿಯುತ್ತಾರೆ..?'' ಸಮಾಜದ ನಿರ್ಮೂಲನೆಯಲ್ಲಿ ಜಾತಿ ಏಕೆ ಮೂಲ ಮಾನದಂಡವಾಗಬೇಕು? ಹಾಸನದ ವಿವಿಧ ಹುದ್ದೆಗಳ	[939, 405, 1122, 601]
president-quote-author: - ಬಿ.ಎ ಲೋಕೇಶ್ ಗೌಡ ಅಧ್ಯಕ್ಷರು, ಚಂಗಡಹಳ್ಳಿ ಗ್ರಾಮಪಂಚಾಯಿತಿ	[1281, 1913, 1496, 1925]
panchayat-col-a-text: ಸಕಲೇಶಪುರ: ಗ್ರಾಮಪಂಚಾಯಿತಿ ಸದಸ್ಯರೊಬ್ಬರು ಸ್ವಂತ ಹಣದಿಂದ ಸರ್ಕಾರಿ ಹಿರಿಯ ಪ್ರಾಥಮಿಕ ಶಾಲೆಗೆ ನಾಮಫಲಕವನ್ನು ನಿರ್ಮಿಸಿಕೊಟ್ಟು ಮಾದರಿಯಾಗಿದ್ದಾರೆ. ತಾಲ್ಲೂಕಿನ ಚಂಗಡಹಳ್ಳಿ ಗ್ರಾಮದ ಸರ್ಕಾರಿ ಶಾಲೆಗೆ ನಾಮಫಲಕ ಇಲ್ಲದೆ ಇದ್ದುದರಿಂದ ಶಾಲೆ ಗುರುತಿಸಲು ತೊಂದರೆ ಆಗುತ್ತಿತ್ತು. ಇದನ್ನು ಮನಗಂಡ ಸದಸ್ಯರು ತಕ್ಷಣ ನಾಮಫಲಕ ನಿರ್ಮಿಸಿಕೊಟ್ಟಿದ್ದಾರೆ.	[950, 1832, 1125, 1962]
byline-dot-icon	[12, 2177, 22, 2187]
office-address-line-2: ಹಳೆ ಅಂಚೆ ಕಛೇರಿ ರಸ್ತೆ, ಹಾಸನ-573201	[1243, 52, 1396, 64]
main-col-1-text: ಹಾಸನ: ಜಿಲ್ಲೆಯಲ್ಲಿ ದಶಕಗಳಿಂದ ಚಾಲ್ತಿಯಲ್ಲಿರುವ ''ಒಂದೇ ಸಮುದಾಯದ ಏಕಸ್ವಾಮ್ಯ''ಕ್ಕೆ ಸಂಬಂಧಿಸಿದಂತೆ ಒಂದು ಚರ್ಚೆ ಈಗ ಉದ್ಭವಿಸಿದೆ. ಅಧಿಜುಂಚನಗಿರಿ ಮಠದ ಚುಂಚಶ್ರೀಗಳ ''ಡಿ.ಕೆ.ಶಿವಕುಮಾರ್ ಮುಖ್ಯಮಂತ್ರಿಯಾಗಲೇಬೇಕು'' ಎಂಬ ಹೇಳಿಕೆಯಿಂದ ಜೋತೆಗೊಂಡ ಜಾತಿ-ರಾಜಕೀಯ ಚರ್ಚೆ ಈಗ ಹಾಸನದ ಪ್ರಮುಖ ಹುದ್ದೆಗಳ ಹಂಚಿಕೆಯತ್ತ ತಿರುಗಿದೆ. ಕರ್ನಾಟಕದ ರಾಜಕೀಯ, ವಿಶೇಷವಾಗಿ ಹಾಸನದ ಸಾಮಾಜಿಕ-ರಾಜಕೀಯ ವಾತಾವರಣ ಒಂದು ಹೇಳಿಕೆಯಿಂದ ಕದಡಲ್ಪಟ್ಟಿದೆ. ಆದಿಚುಂಚನಗಿರಿ ಮಠದ ಪೀಠಾಧ್ಯಕ್ಷ ಚುಂಚಶ್ರೀಗಳು ಬಹಿರಂಗವಾಗಿ ಡಿ.ಕೆ.ಶಿವಕುಮಾರ್ ''ಮುಖ್ಯಮಂತ್ರಿಯಾಗಬೇಕು'' ಎಂಬ ನೇರ ರಾಜಕೀಯ ಅಭಿಪ್ರಾಯವನ್ನು ವ್ಯಕ್ತಪಡಿಸಿರುವುದು ರಾಜ್ಯದ ಸಾಮಾಜಿಕ ರಚನೆ, ಧರ್ಮಗುರುಗಳ ಪಾತ್ರ ಮತ್ತು	[12, 232, 195, 461]
